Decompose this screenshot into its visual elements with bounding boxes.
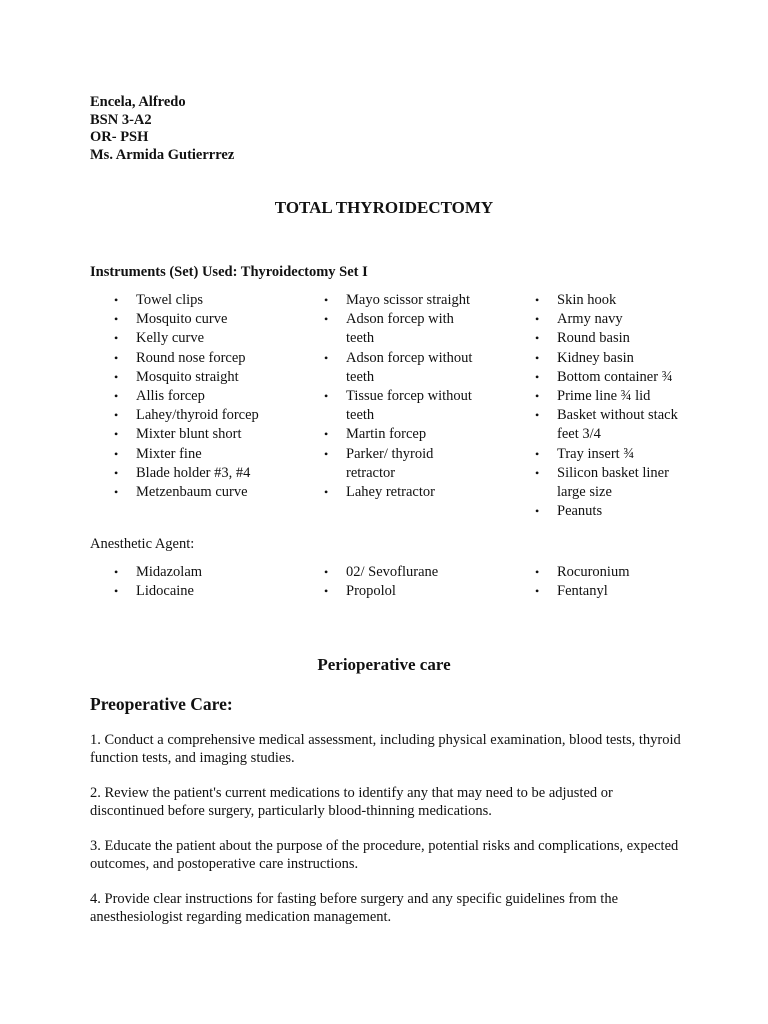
bullet-icon: •: [535, 465, 540, 480]
bullet-icon: •: [114, 369, 119, 384]
list-item: [324, 349, 474, 387]
list-item: [114, 483, 284, 502]
anesthetic-agent-label: Anesthetic Agent:: [90, 536, 195, 552]
list-item: [535, 563, 695, 582]
bullet-icon: •: [114, 408, 119, 423]
list-item: [535, 368, 695, 387]
bullet-icon: •: [114, 565, 119, 579]
list-item: [324, 445, 474, 483]
bullet-icon: •: [114, 465, 119, 480]
list-item-text: Mosquito straight: [136, 368, 239, 385]
bullet-icon: •: [114, 446, 119, 461]
bullet-icon: •: [535, 565, 540, 579]
list-item-text: Silicon basket liner large size: [557, 464, 669, 501]
list-item-text: Lidocaine: [136, 583, 194, 600]
bullet-icon: •: [114, 427, 119, 442]
list-item: [324, 425, 474, 444]
bullet-icon: •: [535, 312, 540, 327]
list-item: [114, 349, 284, 368]
list-item: [324, 291, 474, 310]
anesthetic-column-1: [114, 563, 284, 601]
instructor-name: Ms. Armida Gutierrrez: [90, 147, 235, 164]
preoperative-item: 1. Conduct a comprehensive medical assessment, including physical examination, blood tests, thyroid function tests, and imaging studies.: [90, 732, 681, 766]
list-item: [114, 445, 284, 464]
bullet-icon: •: [324, 312, 329, 327]
list-item-text: Peanuts: [557, 503, 603, 520]
list-item-text: Kidney basin: [557, 349, 634, 366]
perioperative-title: Perioperative care: [317, 655, 451, 674]
instruments-heading: Instruments (Set) Used: Thyroidectomy Set I: [90, 264, 368, 280]
bullet-icon: •: [535, 408, 540, 423]
preoperative-item: 2. Review the patient's current medications to identify any that may need to be adjusted or discontinued before surgery, particularly blood-thinning medications.: [90, 785, 613, 819]
list-item-text: Mixter fine: [136, 445, 202, 462]
list-item: [114, 582, 284, 601]
list-item-text: Blade holder #3, #4: [136, 464, 251, 481]
list-item: [535, 349, 695, 368]
list-item-text: Skin hook: [557, 292, 617, 308]
instruments-list: [0, 291, 768, 531]
list-item: [535, 445, 695, 464]
list-item-text: Basket without stack feet 3/4: [557, 407, 678, 443]
list-item-text: Fentanyl: [557, 583, 608, 600]
anesthetic-list: [0, 563, 768, 607]
list-item-text: Adson forcep with teeth: [346, 311, 454, 347]
instruments-column-3: [535, 291, 695, 521]
list-item-text: Mosquito curve: [136, 311, 228, 328]
bullet-icon: •: [114, 293, 119, 307]
list-item: [114, 387, 284, 406]
list-item: [114, 291, 284, 310]
bullet-icon: •: [324, 584, 329, 599]
bullet-icon: •: [324, 485, 329, 500]
list-item-text: Lahey retractor: [346, 484, 435, 501]
list-item: [535, 291, 695, 310]
bullet-icon: •: [535, 293, 540, 307]
list-item-text: Allis forcep: [136, 388, 205, 405]
list-item-text: Parker/ thyroid retractor: [346, 445, 434, 481]
bullet-icon: •: [535, 331, 540, 346]
list-item-text: Kelly curve: [136, 330, 205, 347]
list-item: [535, 329, 695, 348]
rotation-area: OR- PSH: [90, 129, 149, 146]
list-item: [535, 387, 695, 406]
list-item-text: Midazolam: [136, 564, 203, 580]
bullet-icon: •: [535, 504, 540, 519]
list-item: [324, 387, 474, 425]
bullet-icon: •: [324, 389, 329, 404]
bullet-icon: •: [535, 350, 540, 365]
list-item: [114, 329, 284, 348]
list-item: [114, 406, 284, 425]
anesthetic-column-3: [535, 563, 695, 601]
bullet-icon: •: [535, 584, 540, 599]
list-item: [114, 563, 284, 582]
list-item-text: Rocuronium: [557, 564, 630, 580]
bullet-icon: •: [114, 584, 119, 599]
list-item: [114, 310, 284, 329]
bullet-icon: •: [324, 350, 329, 365]
bullet-icon: •: [114, 389, 119, 404]
list-item-text: Metzenbaum curve: [136, 484, 248, 501]
bullet-icon: •: [535, 369, 540, 384]
list-item-text: Round basin: [557, 330, 630, 347]
list-item: [324, 310, 474, 348]
student-name: Encela, Alfredo: [90, 94, 186, 110]
list-item-text: Prime line ¾ lid: [557, 388, 651, 405]
preoperative-item: 4. Provide clear instructions for fasting before surgery and any specific guidelines from the anesthesiologist regarding medication management.: [90, 891, 619, 925]
list-item-text: Tray insert ¾: [557, 445, 635, 462]
instruments-column-1: [114, 291, 284, 502]
list-item: [535, 464, 695, 502]
bullet-icon: •: [114, 331, 119, 346]
list-item-text: 02/ Sevoflurane: [346, 564, 439, 580]
list-item: [324, 582, 474, 601]
bullet-icon: •: [324, 565, 329, 579]
list-item-text: Lahey/thyroid forcep: [136, 407, 259, 424]
student-section: BSN 3-A2: [90, 111, 152, 128]
list-item: [535, 406, 695, 444]
list-item: [114, 464, 284, 483]
list-item: [114, 425, 284, 444]
list-item: [535, 310, 695, 329]
list-item-text: Mayo scissor straight: [346, 292, 471, 308]
bullet-icon: •: [324, 293, 329, 307]
list-item: [535, 582, 695, 601]
bullet-icon: •: [114, 312, 119, 327]
list-item: [324, 563, 474, 582]
anesthetic-column-2: [324, 563, 474, 601]
list-item-text: Propolol: [346, 583, 396, 600]
list-item: [114, 368, 284, 387]
instruments-column-2: [324, 291, 474, 502]
list-item-text: Round nose forcep: [136, 349, 246, 366]
bullet-icon: •: [324, 446, 329, 461]
list-item-text: Tissue forcep without teeth: [346, 388, 472, 424]
list-item-text: Adson forcep without teeth: [346, 349, 473, 385]
list-item-text: Bottom container ¾: [557, 368, 673, 385]
list-item-text: Army navy: [557, 311, 623, 328]
document-title: TOTAL THYROIDECTOMY: [274, 198, 494, 217]
bullet-icon: •: [114, 485, 119, 500]
bullet-icon: •: [535, 389, 540, 404]
bullet-icon: •: [324, 427, 329, 442]
list-item-text: Towel clips: [136, 292, 204, 308]
list-item: [535, 502, 695, 521]
student-header: [90, 94, 234, 165]
bullet-icon: •: [535, 446, 540, 461]
bullet-icon: •: [114, 350, 119, 365]
list-item-text: Mixter blunt short: [136, 426, 242, 443]
list-item: [324, 483, 474, 502]
preoperative-item: 3. Educate the patient about the purpose of the procedure, potential risks and complications, expected outcomes, and postoperative care instructions.: [90, 838, 679, 872]
preoperative-heading: Preoperative Care:: [90, 694, 233, 714]
list-item-text: Martin forcep: [346, 426, 427, 443]
